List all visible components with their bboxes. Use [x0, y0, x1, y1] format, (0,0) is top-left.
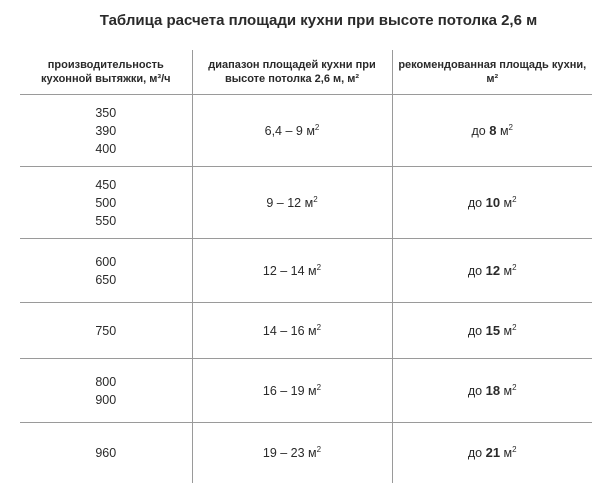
capacity-value: 400: [95, 141, 117, 156]
capacity-value: 600: [95, 254, 117, 269]
capacity-value: 900: [95, 392, 117, 407]
unit-superscript: 2: [316, 262, 322, 272]
page-title: Таблица расчета площади кухни при высоте потолка 2,6 м: [99, 12, 538, 29]
capacity-cell: [20, 95, 192, 167]
table-header-row: [20, 50, 592, 95]
recommended-unit: м: [500, 196, 513, 210]
capacity-value: 960: [95, 445, 117, 460]
recommended-cell: [392, 423, 592, 483]
capacity-cell: [20, 359, 192, 423]
unit-superscript: 2: [512, 194, 517, 204]
range-value: 9 – 12 м: [266, 195, 314, 210]
unit-superscript: 2: [512, 262, 517, 272]
table-row: [20, 239, 592, 303]
recommended-value: 15: [485, 323, 501, 338]
capacity-value: 350: [95, 105, 117, 120]
recommended-prefix: до: [467, 196, 483, 210]
recommended-unit: м: [500, 264, 513, 278]
capacity-cell: [20, 423, 192, 483]
recommended-cell: [392, 303, 592, 359]
range-cell: [192, 423, 392, 483]
recommended-prefix: до: [467, 264, 483, 278]
table-row: [20, 423, 592, 483]
recommended-prefix: до: [467, 384, 483, 398]
range-value: 12 – 14 м: [262, 263, 317, 278]
recommended-cell: [392, 359, 592, 423]
range-cell: [192, 303, 392, 359]
recommended-unit: м: [496, 124, 509, 138]
header-recommended: рекомендованная площадь кухни, м²: [392, 50, 592, 95]
range-cell: [192, 95, 392, 167]
table-row: [20, 95, 592, 167]
recommended-prefix: до: [471, 124, 486, 138]
recommended-unit: м: [500, 384, 513, 398]
range-value: 6,4 – 9 м: [264, 123, 315, 138]
kitchen-area-table: [20, 50, 592, 483]
unit-superscript: 2: [512, 322, 517, 332]
header-capacity: производительность кухонной вытяжки, м³/ч: [20, 50, 192, 95]
table-row: [20, 303, 592, 359]
recommended-prefix: до: [467, 446, 483, 461]
unit-superscript: 2: [314, 122, 320, 132]
capacity-value: 500: [95, 195, 117, 210]
range-value: 16 – 19 м: [262, 383, 317, 398]
capacity-value: 450: [95, 177, 117, 192]
table-row: [20, 167, 592, 239]
recommended-value: 18: [485, 383, 501, 398]
capacity-value: 750: [95, 323, 117, 338]
recommended-cell: [392, 167, 592, 239]
table-body: [20, 95, 592, 483]
unit-superscript: 2: [508, 122, 513, 132]
capacity-cell: [20, 167, 192, 239]
range-cell: [192, 239, 392, 303]
recommended-value: 12: [485, 263, 501, 278]
recommended-unit: м: [500, 446, 513, 461]
capacity-value: 550: [95, 213, 117, 228]
unit-superscript: 2: [316, 322, 322, 332]
range-value: 14 – 16 м: [262, 323, 317, 338]
recommended-prefix: до: [467, 324, 483, 338]
recommended-unit: м: [500, 324, 513, 338]
capacity-value: 390: [95, 123, 117, 138]
unit-superscript: 2: [316, 382, 322, 392]
unit-superscript: 2: [512, 445, 517, 455]
capacity-value: 650: [95, 272, 117, 287]
capacity-cell: [20, 239, 192, 303]
recommended-cell: [392, 95, 592, 167]
header-range: диапазон площадей кухни при высоте потолка 2,6 м, м²: [192, 50, 392, 95]
recommended-value: 21: [485, 445, 501, 461]
capacity-cell: [20, 303, 192, 359]
table-row: [20, 359, 592, 423]
unit-superscript: 2: [512, 382, 517, 392]
recommended-value: 10: [485, 195, 501, 210]
unit-superscript: 2: [316, 444, 322, 454]
range-cell: [192, 359, 392, 423]
capacity-value: 800: [95, 374, 117, 389]
recommended-value: 8: [489, 123, 497, 138]
unit-superscript: 2: [313, 194, 318, 204]
range-value: 19 – 23 м: [262, 445, 317, 460]
range-cell: [192, 167, 392, 239]
recommended-cell: [392, 239, 592, 303]
